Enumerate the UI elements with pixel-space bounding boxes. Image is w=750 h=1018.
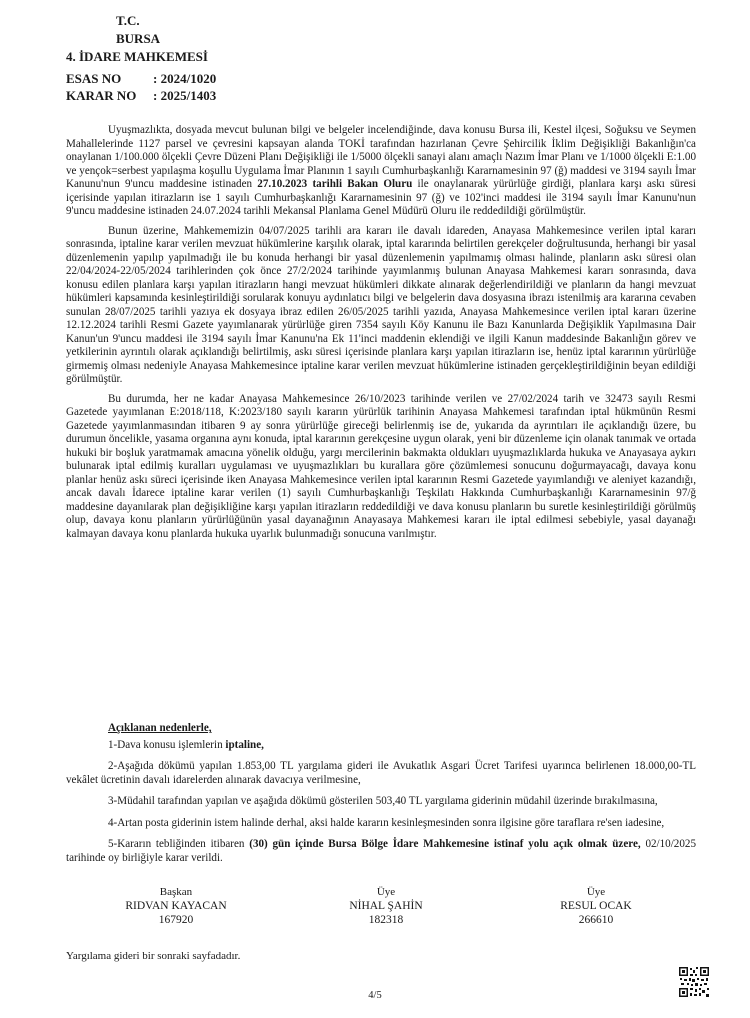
karar-label: KARAR NO (66, 88, 137, 103)
signature-role: Başkan (159, 886, 193, 898)
reason-1 (66, 739, 696, 753)
paragraph-1-bold: 27.10.2023 tarihli Bakan Oluru (257, 178, 413, 190)
reasons-section (66, 722, 696, 873)
reason-1-text: 1-Dava konusu işlemlerin (108, 738, 226, 751)
signature-number: 266610 (578, 914, 614, 926)
paragraph-1-text-b: ile onaylanarak yürürlüğe girdiği, planlara karşı askı süresi içerisinde yapılan itirazların ise 1 sayılı Cumhurbaşkanlığı Kararnamesinin 97 (ğ) ve 102'inci maddesi ile 3194 sayılı İmar Kanunu'nun 9'uncu maddesine istinaden 24.07.2024 tarihli Mekansal Planlama Genel Müdürü Oluru ile reddedildiği görülmüştür. (66, 178, 696, 217)
reason-5-bold: (30) gün içinde Bursa Bölge İdare Mahkemesine istinaf yolu açık olmak üzere, (249, 838, 641, 850)
reasons-title: Açıklanan nedenlerle, (108, 722, 212, 734)
signature-number: 167920 (158, 914, 194, 926)
reason-4: 4-Artan posta giderinin istem halinde derhal, aksi halde kararın kesinleşmesinden sonra ilgisine göre taraflara re'sen iadesine, (108, 816, 665, 829)
reason-1-bold: iptaline, (225, 738, 264, 751)
signature-member-1 (306, 885, 466, 927)
karar-value: : 2025/1403 (153, 88, 217, 103)
signature-member-2 (516, 885, 676, 927)
paragraph-1 (66, 124, 696, 219)
reason-3: 3-Müdahil tarafından yapılan ve aşağıda dökümü gösterilen 503,40 TL yargılama giderinin müdahil üzerinde bırakılmasına, (108, 795, 658, 807)
esas-row (66, 70, 216, 87)
paragraph-3: Bu durumda, her ne kadar Anayasa Mahkemesince 26/10/2023 tarihinde verilen ve 27/02/2024 tarih ve 32473 sayılı Resmi Gazetede yayımlanan E:2018/118, K:2023/180 sayılı kararın yürürlük tarihinin Anayasa Mahkemesi tarafından iptal hükmünün Resmi Gazetede yayımlanmasından itibaren 9 ay sonra yürürlüğe gireceği belirlenmiş ise de, yukarıda da ayrıntıları ile açıklandığı üzere, bu durumun öncelikle, yasama organına aynı konuda, iptal kararının gerekçesine uygun olarak, yeni bir düzenleme için olanak tanımak ve ortada hukuki bir boşluk yaratmamak amacına yönelik olduğu, yargı mercilerinin bakmakta oldukları uyuşmazlıklarda hukuka ve Anayasaya aykırı bulunarak iptal edilmiş kuralları uygulaması ve uyuşmazlıkları bu kurallara göre çözümlemesi sonucunu doğurmayacağı, davaya konu planlar henüz askı süreci içerisinde iken Anayasa Mahkemesince verilen iptal kararının Resmi Gazetede yayımlandığı ve aleniyet kazandığı, ancak davalı İdarece iptaline karar verilen (1) sayılı Cumhurbaşkanlığı Teşkilatı Hakkında Cumhurbaşkanlığı Kararnamesinin 97/ğ maddesine dayanılarak plan değişikliğine karşı yapılan itirazların reddedildiği ve dava konusu planların bu suretle kesinleştirildiği görülmüş olup, davaya konu planların yürürlüğünün yasal dayanağının Anayasaya Mahkemesi kararı ile iptal edilmesi sebebiyle, yasal dayanağı kalmayan davaya konu planlarda hukuka uyarlık bulunmadığı sonucuna varılmıştır. (66, 392, 696, 540)
signature-role: Üye (376, 886, 396, 898)
header-tc: T.C. (116, 13, 140, 28)
qr-code-icon (678, 966, 710, 998)
karar-row (66, 87, 216, 104)
signature-name: NİHAL ŞAHİN (349, 900, 423, 912)
reason-5-text-a: 5-Kararın tebliğinden itibaren (108, 838, 250, 850)
case-numbers (66, 70, 216, 104)
reason-5-text-b: 02/10/2025 tarihinde oy birliğiyle karar verildi. (66, 838, 696, 864)
signature-president (96, 885, 256, 927)
signature-role: Üye (586, 886, 606, 898)
paragraph-2: Bunun üzerine, Mahkememizin 04/07/2025 tarihli ara kararı ile davalı idareden, Anayasa Mahkemesince verilen iptal kararı sonrasında, iptaline karar verilen mevzuat hükümlerine karşılık olarak, iptal kararında belirtilen gerekçeler doğrultusunda, herhangi bir yasal düzenlemenin yapılıp yapılmadığı ile bu konuda herhangi bir yasal düzenlemenin yapılmamış olması halinde, planların askı süresi olan 22/04/2024-22/05/2024 tarihlerinden çok önce 27/2/2024 tarihinde yayımlanmış bulunan Anayasa Mahkemesi kararı sonrasında, dava konusu edilen planlara karşı yapılan itirazların hangi mevzuat hükümleri dikkate alınarak değerlendirildiği ve planların da hangi mevzuat hükümleri kapsamında kesinleştirildiği sorularak konuyu aydınlatıcı bilgi ve belgelerin dava dosyasına ibrazı istenilmiş ara kararına cevaben sunulan 28/07/2025 tarihli yazıya ek dosyaya ibraz edilen 26/05/2025 tarihli yazıda, Anayasa Mahkemesince verilen iptal kararı üzerine 12.12.2024 tarihli Resmi Gazete yayımlanarak yürürlüğe giren 7354 sayılı Köy Kanunu ile Bazı Kanunlarda Değişiklik Yapılmasına Dair Kanun'un 9'uncu maddesi ile 3194 sayılı İmar Kanunu'na Ek 11'inci maddenin eklendiği ve ilgili Kanun maddesinde Bakanlığın görev ve yetkilerinin ayrıntılı olarak açıklandığı belirtilmiş, askı süresi içerisinde planlara karşı yapılan itirazların ise, henüz iptal kararının yürürlüğe girmemiş olması nedeniyle Anayasa Mahkemesince iptaline karar verilen mevzuat hükümlerine istinaden gerçekleştirildiğinin beyan edildiği görülmüştür. (66, 224, 696, 385)
signature-name: RIDVAN KAYACAN (125, 900, 227, 912)
page-number: 4/5 (368, 990, 382, 1001)
paragraph-1-text-a: Uyuşmazlıkta, dosyada mevcut bulunan bilgi ve belgeler incelendiğinde, dava konusu Bursa ili, Kestel ilçesi, Soğuksu ve Seymen Mahallelerinde 1127 parsel ve çevresini kapsayan alanda TOKİ tarafından hazırlanan Çevre Şehircilik İklim Değişikliği Bakanlığın'ca onaylanan 1/100.000 ölçekli Çevre Düzeni Planı Değişikliği ile 1/5000 ölçekli sanayi alanı amaçlı Nazım İmar Planı ve 1/1000 ölçekli E:1.00 ve yençok=serbest yapılaşma koşullu Uygulama İmar Planının 1 sayılı Cumhurbaşkanlığı Kararnamesinin 97 (ğ) maddesi ve 3194 sayılı İmar Kanunu'nun 9'uncu maddesine istinaden (66, 124, 696, 190)
footnote: Yargılama gideri bir sonraki sayfadadır. (66, 950, 241, 962)
esas-label: ESAS NO (66, 71, 122, 86)
header-court: 4. İDARE MAHKEMESİ (66, 49, 208, 64)
signature-name: RESUL OCAK (560, 900, 632, 912)
decision-body (66, 124, 696, 547)
esas-value: : 2024/1020 (153, 71, 217, 86)
header-city: BURSA (116, 31, 161, 46)
signature-number: 182318 (368, 914, 404, 926)
reason-2: 2-Aşağıda dökümü yapılan 1.853,00 TL yargılama gideri ile Avukatlık Asgari Ücret Tarifesi uyarınca belirlenen 18.000,00-TL vekâlet ücretinin davalı idarelerden alınarak davacıya verilmesine, (66, 760, 696, 786)
reason-5 (66, 838, 696, 865)
